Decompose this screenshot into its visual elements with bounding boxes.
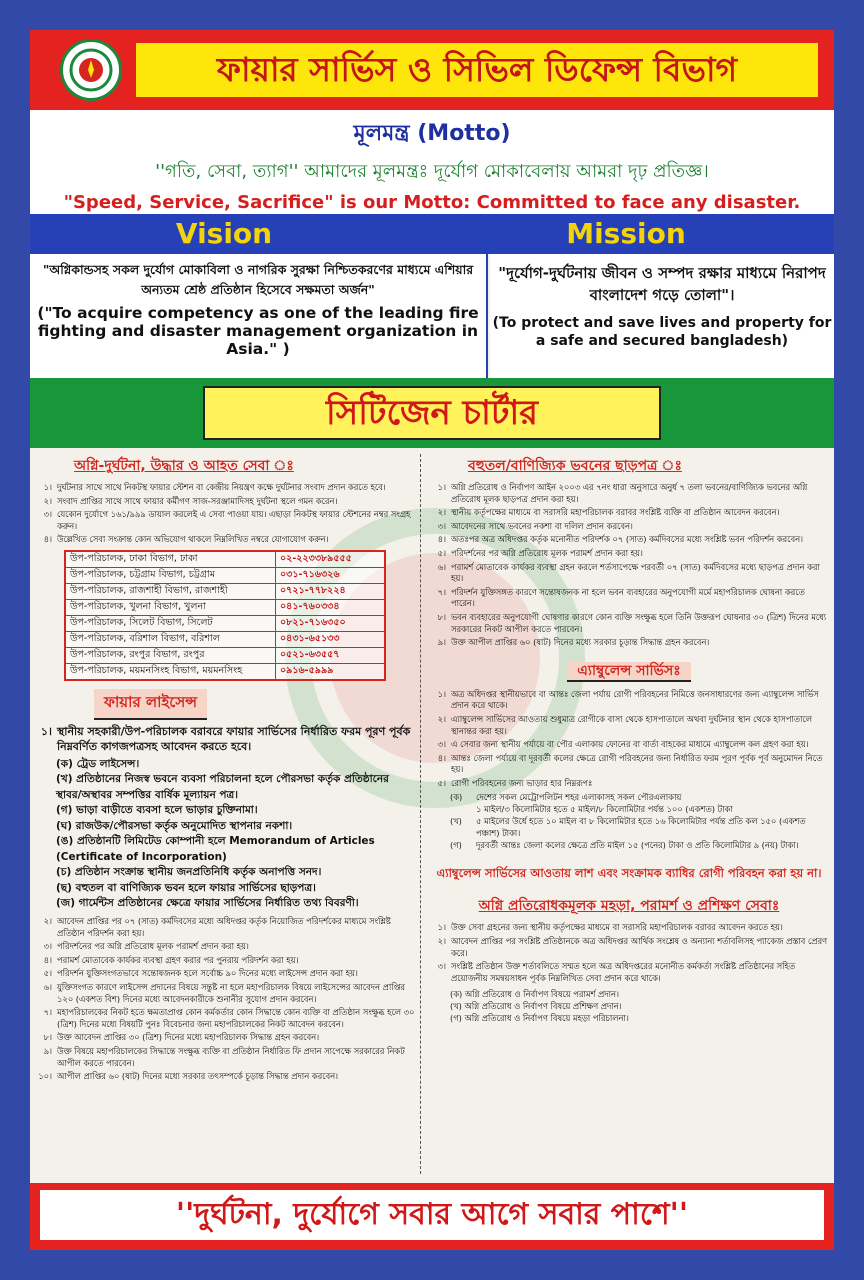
table-row (65, 647, 385, 663)
item-text: দুর্ঘটনার সাথে সাথে নিকটস্থ ফায়ার স্টেশন বা কেন্দ্রীয় নিয়ন্ত্রণ কক্ষে দুর্ঘটনার সংবাদ প্রদান করতে হবে। (57, 482, 386, 492)
item-number: ৪। (437, 534, 446, 545)
rate-row (450, 803, 830, 815)
list-item (428, 612, 830, 635)
list-item (428, 922, 830, 934)
item-text: পরামর্শ মোতাবেক কার্যকর ব্যবস্থা গ্রহন করলে শর্তসাপেক্ষে পরবর্তী ০৭ (সাত) কর্মদিবসের মধ্যে ছাড়পত্র প্রদান করা হয়। (451, 561, 820, 584)
item-number: ৬। (43, 981, 52, 992)
motto-heading: মূলমন্ত্র (Motto) (353, 121, 511, 146)
ambulance-list (428, 689, 830, 790)
service-item: (ক) অগ্নি প্রতিরোধ ও নির্বাপণ বিষয়ে পরামর্শ প্রদান। (450, 989, 619, 1000)
rate-key: (গ) (450, 840, 462, 851)
footer-banner (30, 1183, 834, 1250)
list-item (34, 1032, 416, 1044)
item-text: উক্ত আপীল প্রাপ্তির ৬০ (ষাট) দিনের মধ্যে সরকার চূড়ান্ত সিদ্ধান্ত গ্রহন করবেন। (451, 637, 710, 648)
list-item (428, 936, 830, 959)
office-cell: উপ-পরিচালক, খুলনা বিভাগ, খুলনা (65, 599, 276, 615)
training-title: অগ্নি প্রতিরোধকমূলক মহড়া, পরামর্শ ও প্রশিক্ষণ সেবাঃ (478, 898, 780, 915)
item-text: পরিদর্শনের পর অগ্নি প্রতিরোধ মূলক পরামর্শ প্রদান করা হয়। (451, 547, 643, 558)
item-number: ৪। (43, 534, 52, 545)
item-text: স্থানীয় সহকারী/উপ-পরিচালক বরাবরে ফায়ার সার্ভিসের নির্ধারিত ফরম পূরণ পূর্বক নিম্নবর্ণিত কাগজপত্রসহ আবেদন করতে হবে। (57, 724, 411, 754)
list-item (428, 482, 830, 505)
item-text: ভবন ব্যবহারের অনুপযোগী ঘোষণার কারণে কোন ব্যক্তি সংক্ষুব্ধ হলে তিনি উক্তরূপ ঘোষনার ৩০ (ত্রিশ) দিনের মধ্যে সরকারের নিকট আপীল করতে পারবেন। (451, 611, 827, 634)
item-text: উক্ত বিষয়ে মহাপরিচালকের সিদ্ধান্তে সংক্ষুব্ধ ব্যক্তি বা প্রতিষ্ঠান নির্ধারিত ফি প্রদান সাপেক্ষে সরকারের নিকট আপীল করতে পারবেন। (57, 1045, 405, 1068)
document-item: (ছ) বহুতল বা বাণিজ্যিক ভবন হলে ফায়ার সার্ভিসের ছাড়পত্র। (56, 881, 316, 894)
item-number: ৫। (43, 968, 52, 979)
phone-cell: ০৯১৬-৫৯৯৯ (276, 663, 386, 680)
phone-cell: ০৮২১-৭১৬৩৫০ (276, 615, 386, 631)
list-item (428, 637, 830, 649)
item-number: ৩। (437, 520, 446, 531)
list-item (428, 714, 830, 737)
office-cell: উপ-পরিচালক, ঢাকা বিভাগ, ঢাকা (65, 551, 276, 568)
table-row (65, 567, 385, 583)
item-text: উক্ত সেবা গ্রহনের জন্য স্থানীয় কর্তৃপক্ষের মাধ্যমে বা সরাসরি মহাপরিচালক বরাবর আবেদন করতে হয়। (451, 922, 783, 933)
ambulance-title: এ্যাম্বুলেন্স সার্ভিসঃ (567, 662, 690, 682)
item-number: ৯। (437, 637, 446, 648)
phone-cell: ০২-২২৩৩৮৯৫৫৫ (276, 551, 386, 568)
list-item (428, 961, 830, 984)
mission-heading: Mission (418, 214, 834, 254)
list-item (428, 689, 830, 712)
rate-key (450, 803, 476, 815)
table-row (65, 615, 385, 631)
table-row (65, 583, 385, 599)
item-text: উল্লেখিত সেবা সংক্রান্ত কোন অভিযোগ থাকলে নিম্নলিখিত নম্বরে যোগাযোগ করুন। (57, 534, 329, 545)
list-item (34, 1007, 416, 1030)
item-text: যুক্তিসংগত কারণে লাইসেন্স প্রদানের বিষয়ে সন্তুষ্ট না হলে মহাপরিচালক বিষয়ে লাইসেন্সের আবেদন প্রাপ্তির ১২০ (একশত বিশ) দিনের মধ্যে আবেদনকারীকে শুনানীর সুযোগ প্রদান করবেন। (57, 981, 405, 1004)
item-number: ১। (437, 922, 446, 933)
item-text: আবেদন প্রাপ্তির পর সংশ্লিষ্ট প্রতিষ্ঠানকে অত্র অধিদপ্তর আর্থিক সংশ্লেষ ও অন্যান্য শর্তাবলিসহ প্যাকেজ প্রস্তাব প্রেরণ করে। (451, 936, 828, 958)
item-text: এ সেবার জন্য স্থানীয় পর্যায়ে বা পৌর এলাকায় ফোনের বা বার্তা বাহকের মাধ্যমে এ্যাম্বুলেন্স কল গ্রহণ করা হয়। (451, 739, 809, 750)
list-item (34, 496, 416, 508)
citizen-charter-title: সিটিজেন চার্টার (203, 386, 661, 440)
document-item: (ঙ) প্রতিষ্ঠানটি লিমিটেড কোম্পানী হলে Memorandum of Articles (Certificate of Incorporation) (56, 835, 375, 863)
license-list-main (34, 724, 416, 755)
phone-cell: ০৫২১-৬৩৫৫৭ (276, 647, 386, 663)
office-cell: উপ-পরিচালক, বরিশাল বিভাগ, বরিশাল (65, 631, 276, 647)
list-item (34, 982, 416, 1005)
list-item (428, 778, 830, 790)
item-text: এ্যাম্বুলেন্স সার্ভিসের আওতায় শুধুমাত্র রোগীকে বাসা থেকে হাসপাতালে অথবা দুর্ঘটনার স্থান থেকে হাসপাতালে স্থানান্তর করা হয়। (451, 713, 812, 736)
list-item (34, 968, 416, 980)
item-text: মহাপরিচালকের নিকট হতে ক্ষমতাপ্রাপ্ত কোন কর্মকর্তার কোন সিদ্ধান্তে কোন ব্যক্তি বা প্রতিষ্ঠান সংক্ষুব্ধ হলে ৩০ (ত্রিশ) দিনের মধ্যে বিষয়টি পুনঃ বিবেচনার জন্য মহাপরিচালকের নিকট আবেদন করবেন। (57, 1007, 415, 1029)
list-item (34, 509, 416, 532)
document-item: (গ) ভাড়া বাড়ীতে ব্যবসা হলে ভাড়ার চুক্তিনামা। (56, 804, 258, 817)
list-item (34, 1071, 416, 1083)
phone-cell: ০৪৩১-৬৫১৩৩ (276, 631, 386, 647)
motto-bangla: ''গতি, সেবা, ত্যাগ'' আমাদের মূলমন্ত্রঃ দূর্যোগ মোকাবেলায় আমরা দৃঢ় প্রতিজ্ঞ। (155, 161, 709, 182)
item-text: সংবাদ প্রাপ্তির সাথে সাথে ফায়ার কর্মীগণ সাজ-সরঞ্জামাদিসহ দুর্ঘটনা স্থলে গমন করেন। (57, 495, 338, 506)
list-item (428, 521, 830, 533)
item-text: পরিদর্শন যুক্তিসংগতভাবে সন্তোষজনক হলে সর্বোচ্চ ৯০ দিনের মধ্যে লাইসেন্স প্রদান করা হয়। (57, 968, 358, 979)
list-item (428, 534, 830, 546)
office-cell: উপ-পরিচালক, চট্টগ্রাম বিভাগ, চট্টগ্রাম (65, 567, 276, 583)
table-row (65, 631, 385, 647)
item-number: ৫। (437, 547, 446, 558)
service-item: (গ) অগ্নি প্রতিরোধ ও নির্বাপণ বিষয়ে মহড়া পরিচালনা। (450, 1013, 629, 1024)
vision-bangla: "অগ্নিকান্ডসহ সকল দুর্যোগ মোকাবিলা ও নাগরিক সুরক্ষা নিশ্চিতকরণের মাধ্যমে এশিয়ার অন্যতম শ্রেষ্ঠ প্রতিষ্ঠান হিসেবে সক্ষমতা অর্জন" (42, 262, 474, 297)
list-item (428, 739, 830, 751)
document-item: (ঘ) রাজউক/পৌরসভা কর্তৃক অনুমোদিত স্থাপনার নকশা। (56, 819, 293, 832)
item-text: সংশ্লিষ্ট প্রতিষ্ঠান উক্ত শর্তাবলিতে সম্মত হলে অত্র অধিদপ্তরের মনোনীত কর্মকর্তা সংশ্লিষ্ট প্রতিষ্ঠানের সহিত প্রয়োজনীয় সমন্বয়সাধন পূর্বক নিম্নলিখিত সেবা প্রদান করে থাকে। (451, 961, 796, 983)
list-item (428, 753, 830, 776)
vision-heading: Vision (30, 214, 418, 254)
service-item: (খ) অগ্নি প্রতিরোধ ও নির্বাপণ বিষয়ে প্রশিক্ষণ প্রদান। (450, 1001, 622, 1012)
list-item (34, 941, 416, 953)
department-title: ফায়ার সার্ভিস ও সিভিল ডিফেন্স বিভাগ (136, 43, 818, 97)
item-number: ৭। (437, 586, 446, 597)
training-list (428, 922, 830, 984)
phone-cell: ০৩১-৭১৬৩২৬ (276, 567, 386, 583)
item-number: ৩। (43, 941, 52, 952)
item-text: উক্ত আবেদন প্রাপ্তির ৩০ (ত্রিশ) দিনের মধ্যে মহাপরিচালক সিদ্ধান্ত গ্রহন করবেন। (57, 1032, 320, 1043)
item-number: ৫। (437, 777, 446, 788)
item-number: ১। (437, 482, 446, 492)
ambulance-note: এ্যাম্বুলেন্স সার্ভিসের আওতায় লাশ এবং সংক্রামক ব্যাধির রোগী পরিবহন করা হয় না। (436, 866, 822, 881)
rate-text: ১ মাইল/৩ কিলোমিটার হতে ৫ মাইল/৮ কিলোমিটার পর্যন্ত ১০০ (একশত) টাকা (476, 804, 733, 815)
motto-section (30, 110, 834, 214)
item-number: ২। (437, 713, 446, 724)
item-text: আন্তঃ জেলা পর্যায়ে বা দূরবর্তী কলের ক্ষেত্রে রোগী পরিবহনের জন্য নির্ধারিত ফরম পূরণ পূর্বক পূর্ব অনুমোদন নিতে হয়। (451, 752, 823, 775)
list-item (34, 1046, 416, 1069)
item-number: ১০। (38, 1071, 52, 1082)
item-text: পরামর্শ মোতাবেক কার্যকর ব্যবস্থা গ্রহণ করার পর পুনরায় পরিদর্শন করা হয়। (57, 954, 299, 965)
table-row (65, 599, 385, 615)
item-number: ১। (437, 688, 446, 699)
item-number: ৬। (437, 561, 446, 572)
item-text: স্থানীয় কর্তৃপক্ষের মাধ্যমে বা সরাসরি মহাপরিচালক বরাবর সংশ্লিষ্ট ব্যক্তি বা প্রতিষ্ঠান আবেদন করবেন। (451, 507, 780, 518)
rate-row (450, 839, 830, 851)
item-number: ৩। (437, 739, 446, 750)
document-item: (ক) ট্রেড লাইসেন্স। (56, 757, 140, 770)
rate-row (450, 815, 830, 839)
list-item (34, 534, 416, 546)
item-text: অতঃপর অত্র অধিদপ্তর কর্তৃক মনোনীত পরিদর্শক ০৭ (সাত) কর্মদিবসের মধ্যে সংশ্লিষ্ট ভবন পরিদর্শন করবেন। (451, 534, 803, 545)
item-text: আবেদনের সাথে ভবনের নকশা বা দলিল প্রদান করবেন। (451, 520, 633, 531)
ambulance-rates (428, 791, 830, 851)
rescue-title: অগ্নি-দুর্ঘটনা, উদ্ধার ও আহত সেবা ঃ (74, 458, 294, 474)
contact-table (64, 550, 386, 681)
phone-cell: ০৭২১-৭৭৮২২৪ (276, 583, 386, 599)
footer-slogan: ''দুর্ঘটনা, দুর্যোগে সবার আগে সবার পাশে'' (40, 1190, 824, 1240)
rate-row (450, 791, 830, 803)
document-item: (জ) গার্মেন্টস প্রতিষ্ঠানের ক্ষেত্রে ফায়ার সার্ভিসের নির্ধারিত তথ্য বিবরণী। (56, 897, 359, 910)
mission-bangla: "দূর্যোগ-দুর্ঘটনায় জীবন ও সম্পদ রক্ষার মাধ্যমে নিরাপদ বাংলাদেশ গড়ে তোলা"। (498, 264, 826, 304)
mission-english: (To protect and save lives and property for a safe and secured bangladesh) (492, 315, 832, 349)
license-list (34, 916, 416, 1083)
phone-cell: ০৪১-৭৬০৩৩৪ (276, 599, 386, 615)
item-number: ৮। (43, 1032, 52, 1043)
license-documents (34, 757, 416, 912)
table-row (65, 663, 385, 680)
rate-text: দেশের সকল মেট্রোপলিটন শহর এলাকাসহ সকল পৌরএলাকায় (476, 792, 682, 803)
item-text: আপীল প্রাপ্তির ৬০ (ষাট) দিনের মধ্যে সরকার তৎসম্পর্কে চূড়ান্ত সিদ্ধান্ত প্রদান করবেন। (57, 1071, 339, 1082)
item-text: অত্র অধিদপ্তর স্থানীয়ভাবে বা আন্তঃ জেলা পর্যায় রোগী পরিবহনের নিমিত্তে জনসাধারণের জন্য এ্যাম্বুলেন্স সার্ভিস প্রদান করে থাকে। (451, 688, 819, 711)
item-number: ৩। (437, 961, 446, 972)
item-text: পরিদর্শন যুক্তিসঙ্গত কারণে সন্তোষজনক না হলে ভবন ব্যবহারের অনুপযোগী মর্মে মহাপরিচালক ঘোষনা করতে পারেন। (451, 586, 805, 609)
column-divider (420, 454, 421, 1174)
item-number: ২। (437, 507, 446, 518)
mission-box (490, 254, 834, 378)
charter-body (30, 448, 834, 1183)
rescue-list (34, 482, 416, 546)
citizen-charter-banner (30, 378, 834, 448)
building-clearance-title: বহুতল/বাণিজ্যিক ভবনের ছাড়পত্র ঃ (468, 458, 682, 474)
vision-box (30, 254, 488, 378)
table-row (65, 551, 385, 568)
item-number: ৭। (43, 1007, 52, 1018)
item-number: ২। (43, 495, 52, 506)
item-number: ৩। (43, 509, 52, 520)
document-item: (চ) প্রতিষ্ঠান সংক্রান্ত স্থানীয় জনপ্রতিনিধি কর্তৃক অনাপত্তি সনদ। (56, 866, 322, 879)
list-item (34, 724, 416, 755)
item-number: ২। (437, 936, 446, 947)
rate-key: (খ) (450, 816, 462, 827)
item-text: অগ্নি প্রতিরোধ ও নির্বাপণ আইন ২০০৩ এর ৭নং ধারা অনুসারে অনুর্ধ ৭ তলা ভবনের/বাণিজ্যিক ভবনের অগ্নি প্রতিরোধ মূলক ছাড়পত্র প্রদান করা হয়। (451, 482, 808, 504)
item-text: আবেদন প্রাপ্তির পর ০৭ (সাত) কর্মদিবসের মধ্যে অধিদপ্তর কর্তৃক নিয়োজিত পরিদর্শকের মাধ্যমে সংশ্লিষ্ট প্রতিষ্ঠান পরিদর্শন করা হয়। (57, 915, 391, 938)
item-text: রোগী পরিবহনের জন্য ভাড়ার হার নিম্নরূপঃ (451, 777, 593, 788)
right-column (428, 448, 830, 1183)
fire-service-emblem-icon (60, 39, 122, 101)
building-list (428, 482, 830, 649)
rate-text: ৫ মাইলের উর্ধে হতে ১০ মাইল বা ৮ কিলোমিটার হতে ১৬ কিলোমিটার পর্যন্ত প্রতি কল ১৫০ (একশত পঞ্চাশ) টাকা। (476, 816, 806, 839)
list-item (34, 482, 416, 494)
office-cell: উপ-পরিচালক, সিলেট বিভাগ, সিলেট (65, 615, 276, 631)
item-text: পরিদর্শনের পর অগ্নি প্রতিরোধ মূলক পরামর্শ প্রদান করা হয়। (57, 941, 249, 952)
item-number: ২। (43, 915, 52, 926)
office-cell: উপ-পরিচালক, রাজশাহী বিভাগ, রাজশাহী (65, 583, 276, 599)
ambulance-title-wrap (428, 659, 830, 683)
item-text: যেকোন দুর্যোগে ১৬১/৯৯৯ ডায়াল করলেই এ সেবা পাওয়া যায়। এছাড়া নিকটস্থ ফায়ার স্টেশনের নম্বর সংগ্রহ করুন। (57, 509, 411, 531)
list-item (428, 507, 830, 519)
list-item (428, 548, 830, 560)
left-column (34, 448, 416, 1183)
vision-english: ("To acquire competency as one of the leading fire fighting and disaster management organization in Asia." ) (37, 304, 479, 358)
item-number: ৯। (43, 1045, 52, 1056)
rate-key: (ক) (450, 792, 463, 803)
document-item: (খ) প্রতিষ্ঠানের নিজস্ব ভবনে ব্যবসা পরিচালনা হলে পৌরসভা কর্তৃক প্রতিষ্ঠানের স্থাবর/অস্থাবর সম্পত্তির বার্ষিক মূল্যায়ন পত্র। (56, 773, 389, 801)
list-item (34, 955, 416, 967)
office-cell: উপ-পরিচালক, ময়মনসিংহ বিভাগ, ময়মনসিংহ (65, 663, 276, 680)
item-number: ৪। (437, 752, 446, 763)
header-banner (30, 30, 834, 110)
office-cell: উপ-পরিচালক, রংপুর বিভাগ, রংপুর (65, 647, 276, 663)
list-item (428, 587, 830, 610)
list-item (428, 562, 830, 585)
item-number: ১। (40, 724, 52, 738)
training-services (428, 988, 830, 1024)
fire-license-title: ফায়ার লাইসেন্স (94, 689, 207, 720)
item-number: ৪। (43, 954, 52, 965)
item-number: ১। (43, 482, 52, 492)
list-item (34, 916, 416, 939)
motto-english: "Speed, Service, Sacrifice" is our Motto: Committed to face any disaster. (63, 192, 801, 213)
item-number: ৮। (437, 611, 446, 622)
rate-text: দূরবর্তী আন্তঃ জেলা কলের ক্ষেত্রে প্রতি মাইল ১৫ (পনের) টাকা ও প্রতি কিলোমিটার ৯ (নয়) টাকা। (476, 840, 799, 851)
